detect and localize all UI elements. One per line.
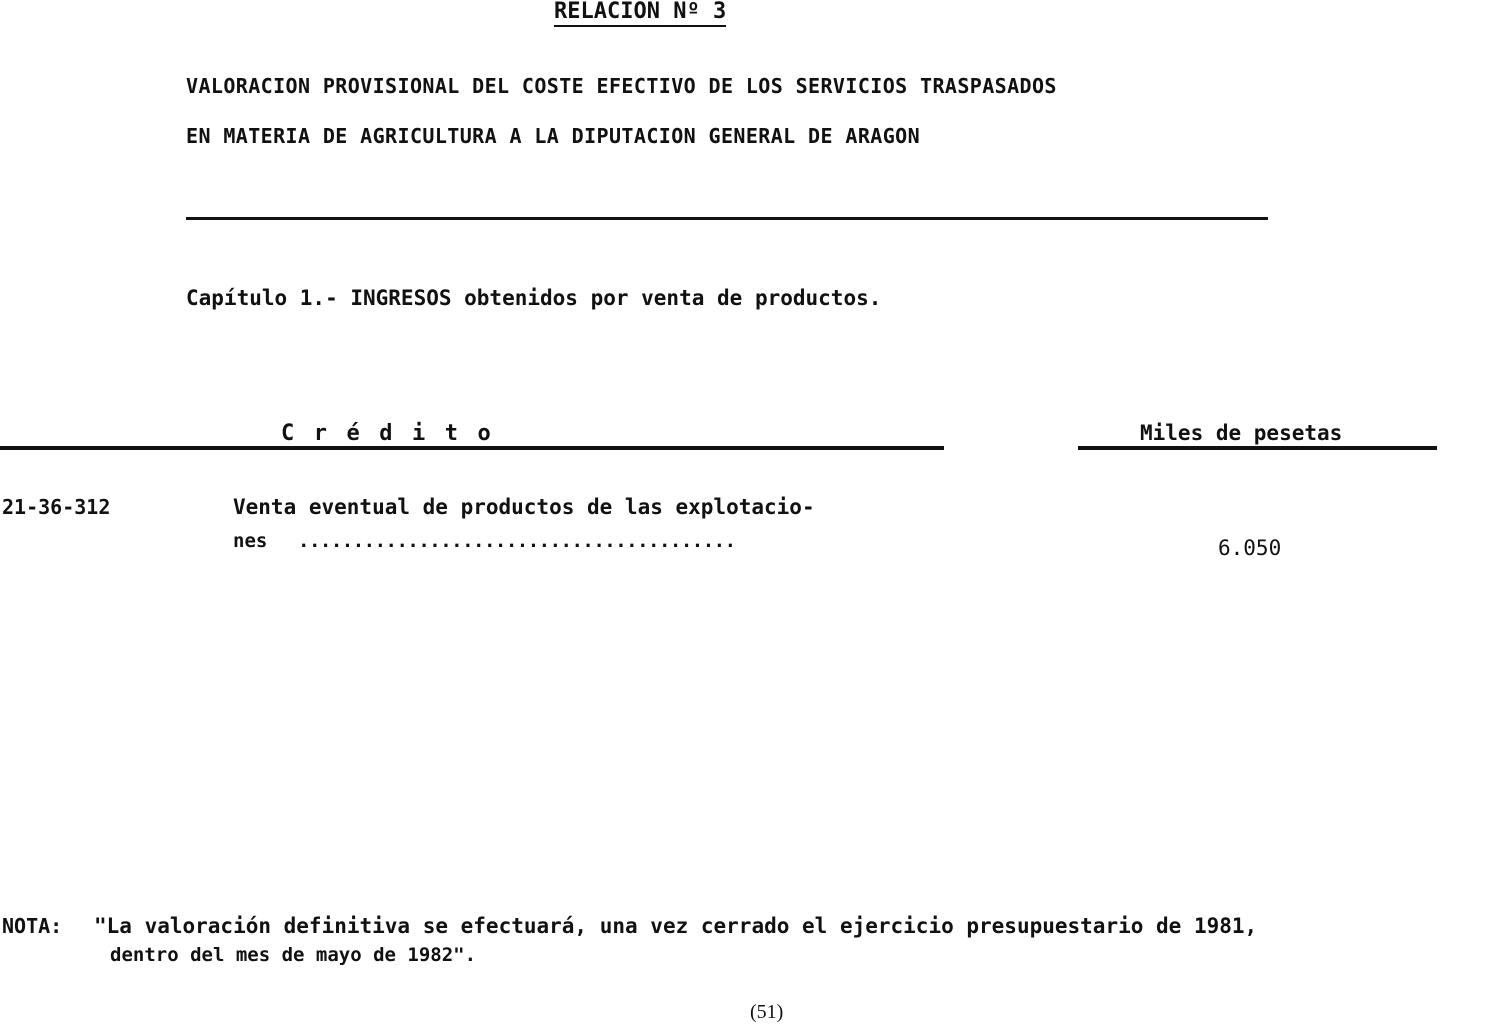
document-title-line-1: VALORACION PROVISIONAL DEL COSTE EFECTIVO DE LOS SERVICIOS TRASPASADOS bbox=[186, 74, 1057, 98]
credit-header-rule bbox=[0, 446, 944, 450]
dot-leader: ........................................ bbox=[298, 530, 736, 552]
credit-code: 21-36-312 bbox=[2, 495, 111, 519]
amount-column-header: Miles de pesetas bbox=[1140, 421, 1343, 445]
page-number: (51) bbox=[750, 1001, 784, 1023]
credit-description-line-2: nes bbox=[233, 530, 268, 552]
title-divider bbox=[186, 217, 1268, 220]
note-text-line-1: "La valoración definitiva se efectuará, una vez cerrado el ejercicio presupuestario de 1981, bbox=[94, 914, 1258, 938]
credit-column-header: Crédito bbox=[281, 421, 511, 446]
note-label: NOTA: bbox=[2, 914, 63, 938]
chapter-heading: Capítulo 1.- INGRESOS obtenidos por venta de productos. bbox=[186, 286, 882, 310]
document-title-line-2: EN MATERIA DE AGRICULTURA A LA DIPUTACION GENERAL DE ARAGON bbox=[186, 124, 921, 148]
credit-description-line-1: Venta eventual de productos de las explotacio- bbox=[233, 495, 815, 519]
document-heading: RELACION Nº 3 bbox=[554, 0, 726, 27]
note-text-line-2: dentro del mes de mayo de 1982". bbox=[110, 944, 477, 966]
credit-amount: 6.050 bbox=[1218, 536, 1282, 560]
amount-header-rule bbox=[1078, 446, 1437, 450]
